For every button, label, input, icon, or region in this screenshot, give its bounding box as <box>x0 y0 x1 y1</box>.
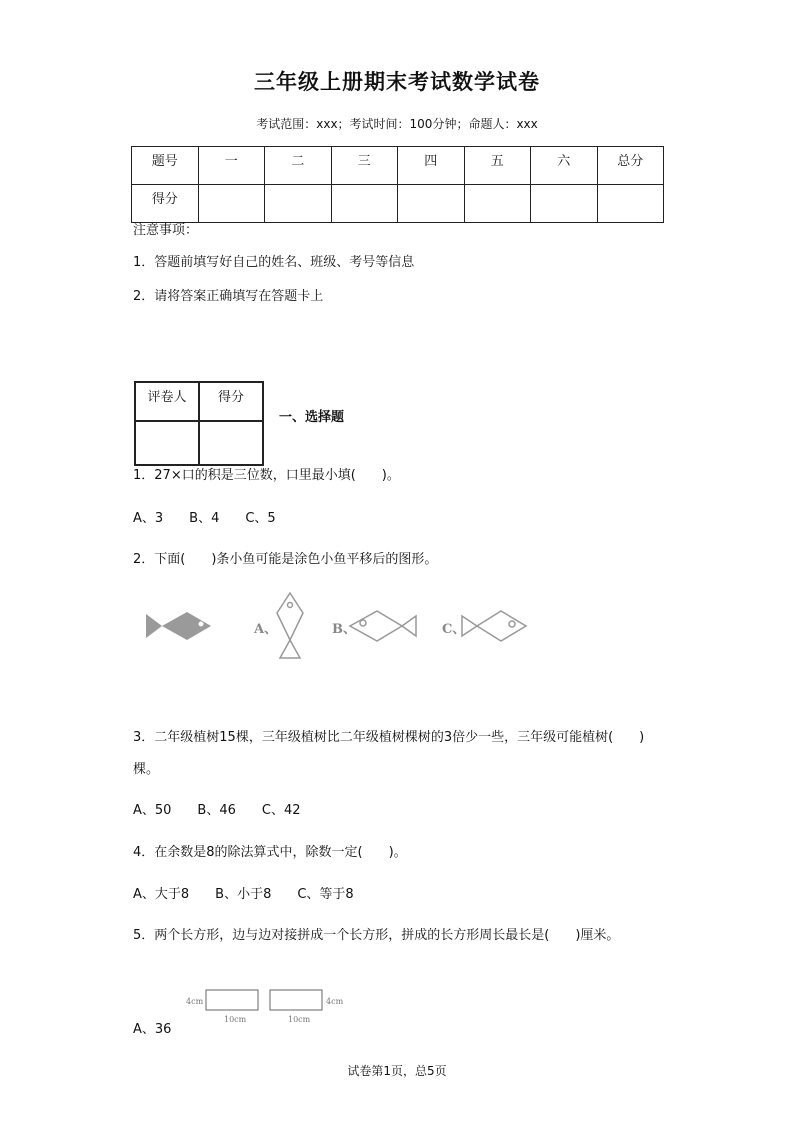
page-title: 三年级上册期末考试数学试卷 <box>254 70 540 94</box>
shaded-fish-icon <box>146 612 211 640</box>
page-footer: 试卷第1页，总5页 <box>347 1064 447 1078</box>
question-4-options: A、大于8 B、小于8 C、等于8 <box>133 887 354 902</box>
fish-option-b-label: B、 <box>332 622 356 637</box>
score-table <box>131 146 664 223</box>
notes-heading: 注意事项： <box>133 223 199 238</box>
grader-header-cell: 评卷人 <box>135 382 199 421</box>
score-cell[interactable] <box>198 185 265 223</box>
score-row-label: 得分 <box>132 185 199 223</box>
question-3: 3．二年级植树15棵，三年级植树比二年级植树棵树的3倍少一些，三年级可能植树( ) <box>133 730 645 745</box>
note-item: 2．请将答案正确填写在答题卡上 <box>133 289 324 304</box>
question-2: 2．下面( )条小鱼可能是涂色小鱼平移后的图形。 <box>133 552 438 567</box>
question-1-options: A、3 B、4 C、5 <box>133 511 276 526</box>
score-header-cell: 二 <box>265 147 332 185</box>
question-5: 5．两个长方形，边与边对接拼成一个长方形，拼成的长方形周长最长是( )厘米。 <box>133 928 620 943</box>
score-cell[interactable] <box>464 185 531 223</box>
score-header-cell: 六 <box>531 147 598 185</box>
fish-option-b-icon <box>350 611 416 641</box>
rect2-width-label: 10cm <box>288 1015 311 1024</box>
score-header-cell: 题号 <box>132 147 199 185</box>
rectangle-2 <box>270 990 322 1010</box>
score-cell[interactable] <box>531 185 598 223</box>
rect1-width-label: 10cm <box>224 1015 247 1024</box>
question-5-option-a: A、36 <box>133 1022 172 1037</box>
score-cell[interactable] <box>398 185 465 223</box>
grader-cell[interactable] <box>135 421 199 465</box>
grader-header-cell: 得分 <box>199 382 263 421</box>
fish-option-c-label: C、 <box>442 622 466 637</box>
rect1-height-label: 4cm <box>186 997 204 1006</box>
score-cell[interactable] <box>331 185 398 223</box>
score-header-cell: 五 <box>464 147 531 185</box>
question-3-line2: 棵。 <box>133 762 160 777</box>
grader-table <box>134 381 264 466</box>
question-4: 4．在余数是8的除法算式中，除数一定( )。 <box>133 845 407 860</box>
rectangle-1 <box>206 990 258 1010</box>
exam-info: 考试范围：xxx；考试时间：100分钟；命题人：xxx <box>256 117 538 131</box>
question-3-options: A、50 B、46 C、42 <box>133 803 301 818</box>
rect2-height-label: 4cm <box>326 997 344 1006</box>
section-title: 一、选择题 <box>279 410 345 425</box>
grader-cell[interactable] <box>199 421 263 465</box>
fish-option-c-icon <box>462 611 526 641</box>
score-header-cell: 四 <box>398 147 465 185</box>
score-header-cell: 一 <box>198 147 265 185</box>
fish-option-a-label: A、 <box>254 622 278 637</box>
score-header-cell: 总分 <box>597 147 664 185</box>
question-1: 1．27×口的积是三位数，口里最小填( )。 <box>133 468 400 483</box>
score-cell[interactable] <box>265 185 332 223</box>
note-item: 1．答题前填写好自己的姓名、班级、考号等信息 <box>133 255 415 270</box>
fish-option-a-icon <box>277 593 303 658</box>
fish-figure <box>140 588 540 668</box>
score-cell[interactable] <box>597 185 664 223</box>
rectangles-figure <box>180 984 360 1026</box>
score-header-cell: 三 <box>331 147 398 185</box>
